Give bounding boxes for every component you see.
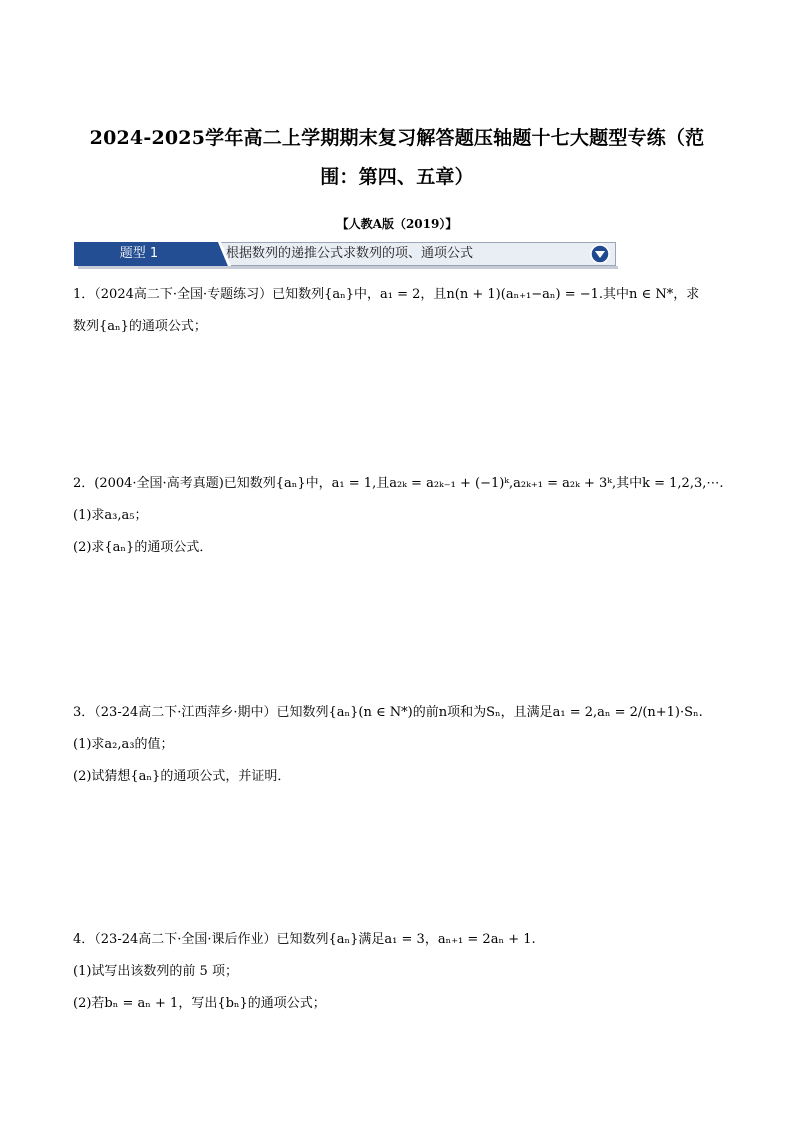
question-2	[73, 471, 733, 567]
banner-tag: 题型 1	[74, 242, 204, 266]
banner-shadow	[78, 266, 618, 269]
question-1	[73, 282, 733, 346]
question-4-line-3: (2)若bₙ = aₙ + 1，写出{bₙ}的通项公式；	[73, 996, 326, 1011]
banner-title: 根据数列的递推公式求数列的项、通项公式	[226, 246, 474, 261]
question-3-line-1: 3．（23-24高二下·江西萍乡·期中）已知数列{aₙ}(n ∈ N*)的前n项和为Sₙ，且满足a₁ = 2,aₙ = 2/(n+1)·Sₙ.	[73, 705, 703, 720]
document-title-line-1: 2024-2025学年高二上学期期末复习解答题压轴题十七大题型专练（范	[89, 127, 705, 149]
question-2-line-1: 2．(2004·全国·高考真题)已知数列{aₙ}中，a₁ = 1,且a₂ₖ = a₂ₖ₋₁ + (−1)ᵏ,a₂ₖ₊₁ = a₂ₖ + 3ᵏ,其中k = 1,2,3,⋯.	[73, 476, 724, 491]
chevron-down-circle-icon[interactable]	[590, 244, 610, 264]
question-3	[73, 700, 733, 796]
document-title-line-2: 围：第四、五章）	[320, 166, 474, 188]
edition-label: 【人教A版（2019）】	[336, 217, 458, 231]
question-2-line-3: (2)求{aₙ}的通项公式．	[73, 540, 213, 555]
question-1-line-2: 数列{aₙ}的通项公式；	[73, 319, 207, 334]
question-2-line-2: (1)求a₃,a₅；	[73, 508, 148, 523]
question-3-line-3: (2)试猜想{aₙ}的通项公式，并证明．	[73, 769, 291, 784]
section-banner	[74, 242, 616, 266]
question-4-line-1: 4．（23-24高二下·全国·课后作业）已知数列{aₙ}满足a₁ = 3，aₙ₊₁ = 2aₙ + 1.	[73, 932, 536, 947]
question-3-line-2: (1)求a₂,a₃的值；	[73, 737, 174, 752]
question-4-line-2: (1)试写出该数列的前 5 项；	[73, 964, 238, 979]
question-4	[73, 927, 733, 1023]
question-1-line-1: 1．（2024高二下·全国·专题练习）已知数列{aₙ}中，a₁ = 2，且n(n + 1)(aₙ₊₁−aₙ) = −1.其中n ∈ N*，求	[73, 287, 700, 302]
